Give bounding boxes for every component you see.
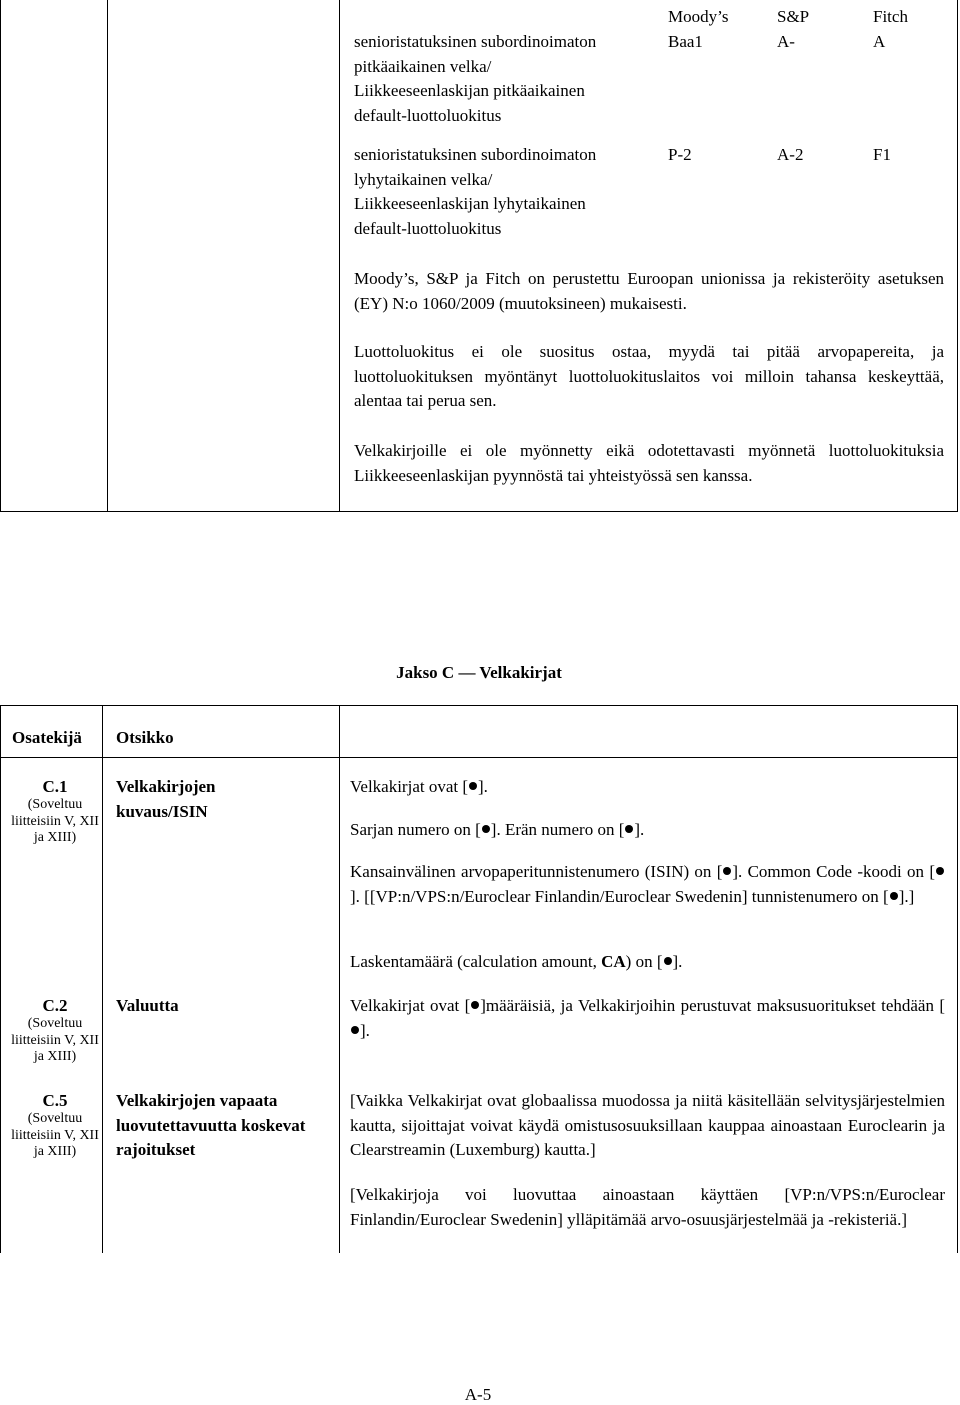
element-code: C.5 — [42, 1091, 68, 1110]
element-content-line: Laskentamäärä (calculation amount, CA) on [ ]. — [350, 952, 683, 971]
element-content-line: Velkakirjat ovat [ ]. — [350, 777, 488, 796]
top-table-border-col1 — [107, 0, 108, 512]
element-content-line: Sarjan numero on [ ]. Erän numero on [ ]. — [350, 820, 645, 839]
section-table-border-col1 — [102, 705, 103, 1253]
sp-rating-long: S&P A- — [777, 7, 810, 51]
element-heading: Velkakirjojen kuvaus/ISIN — [116, 777, 216, 821]
element-code: C.1 — [42, 777, 68, 796]
fitch-rating-long: Fitch A — [873, 7, 908, 51]
section-table-border-right — [957, 705, 958, 1253]
fitch-rating-short: F1 — [873, 145, 891, 164]
element-content-line: Velkakirjat ovat [ ]määräisiä, ja Velkakirjoihin perustuvat maksusuoritukset tehdään []. — [350, 996, 946, 1040]
rating-disclaimer-paragraph: Luottoluokitus ei ole suositus ostaa, myydä tai pitää arvopapereita, ja luottoluokituksen myöntänyt luottoluokituslaitos voi milloin tahansa keskeyttää, alentaa tai perua sen. — [354, 342, 944, 410]
section-table-border-left — [0, 705, 1, 1253]
top-table-border-col2 — [339, 0, 340, 512]
section-table-border-col2 — [339, 705, 340, 1253]
element-code: C.2 — [42, 996, 68, 1015]
element-heading: Velkakirjojen vapaata luovutettavuutta koskevat rajoitukset — [116, 1091, 306, 1159]
element-heading: Valuutta — [116, 996, 179, 1015]
element-applicability-note: (Soveltuu liitteisiin V, XII ja XIII) — [11, 797, 99, 845]
element-content-line: [Vaikka Velkakirjat ovat globaalissa muodossa ja niitä käsitellään selvitysjärjestelmien kautta, sijoittajat voivat käydä omistusosuuksillaan kauppaa ainoastaan Euroclearin ja Clearstreamin (Luxemburg) kautta.] — [350, 1091, 945, 1159]
long-term-label: senioristatuksinen subordinoimaton pitkäaikainen velka/ Liikkeeseenlaskijan pitkäaikainen default-luottoluokitus — [354, 32, 597, 125]
top-table-border-left — [0, 0, 1, 512]
page-number: A-5 — [464, 1385, 492, 1404]
top-table-border-bottom — [0, 511, 958, 512]
registration-paragraph: Moody’s, S&P ja Fitch on perustettu Euroopan unionissa ja rekisteröity asetuksen (EY) N:o 1060/2009 (muutoksineen) mukaisesti. — [354, 269, 944, 313]
section-title: Jakso C — Velkakirjat — [396, 663, 562, 682]
section-table-header-rule — [0, 757, 958, 758]
moodys-rating-short: P-2 — [668, 145, 692, 164]
element-content-line: [Velkakirjoja voi luovuttaa ainoastaan käyttäen [VP:n/VPS:n/Euroclear Finlandin/Euroclear Swedenin] ylläpitämää arvo-osuusjärjestelmää ja -rekisteriä.] — [350, 1185, 945, 1229]
section-table-border-top — [0, 705, 958, 706]
element-applicability-note: (Soveltuu liitteisiin V, XII ja XIII) — [11, 1016, 99, 1064]
element-applicability-note: (Soveltuu liitteisiin V, XII ja XIII) — [11, 1111, 99, 1159]
element-content-line: Kansainvälinen arvopaperitunnistenumero (ISIN) on [ ]. Common Code -koodi on []. [[VP:n/VPS:n/Euroclear Finlandin/Euroclear Swedenin] tunnistenumero on [ ].] — [350, 860, 945, 909]
sp-rating-short: A-2 — [777, 145, 804, 164]
top-table-border-right — [957, 0, 958, 512]
short-term-label: senioristatuksinen subordinoimaton lyhytaikainen velka/ Liikkeeseenlaskijan lyhytaikainen default-luottoluokitus — [354, 145, 597, 238]
no-rating-paragraph: Velkakirjoille ei ole myönnetty eikä odotettavasti myönnetä luottoluokituksia Liikkeeseenlaskijan pyynnöstä tai yhteistyössä sen kanssa. — [354, 441, 944, 485]
moodys-rating-long: Moody’s Baa1 — [668, 7, 729, 51]
column-header-otsikko: Otsikko — [116, 728, 174, 747]
column-header-osatekija: Osatekijä — [12, 728, 82, 747]
